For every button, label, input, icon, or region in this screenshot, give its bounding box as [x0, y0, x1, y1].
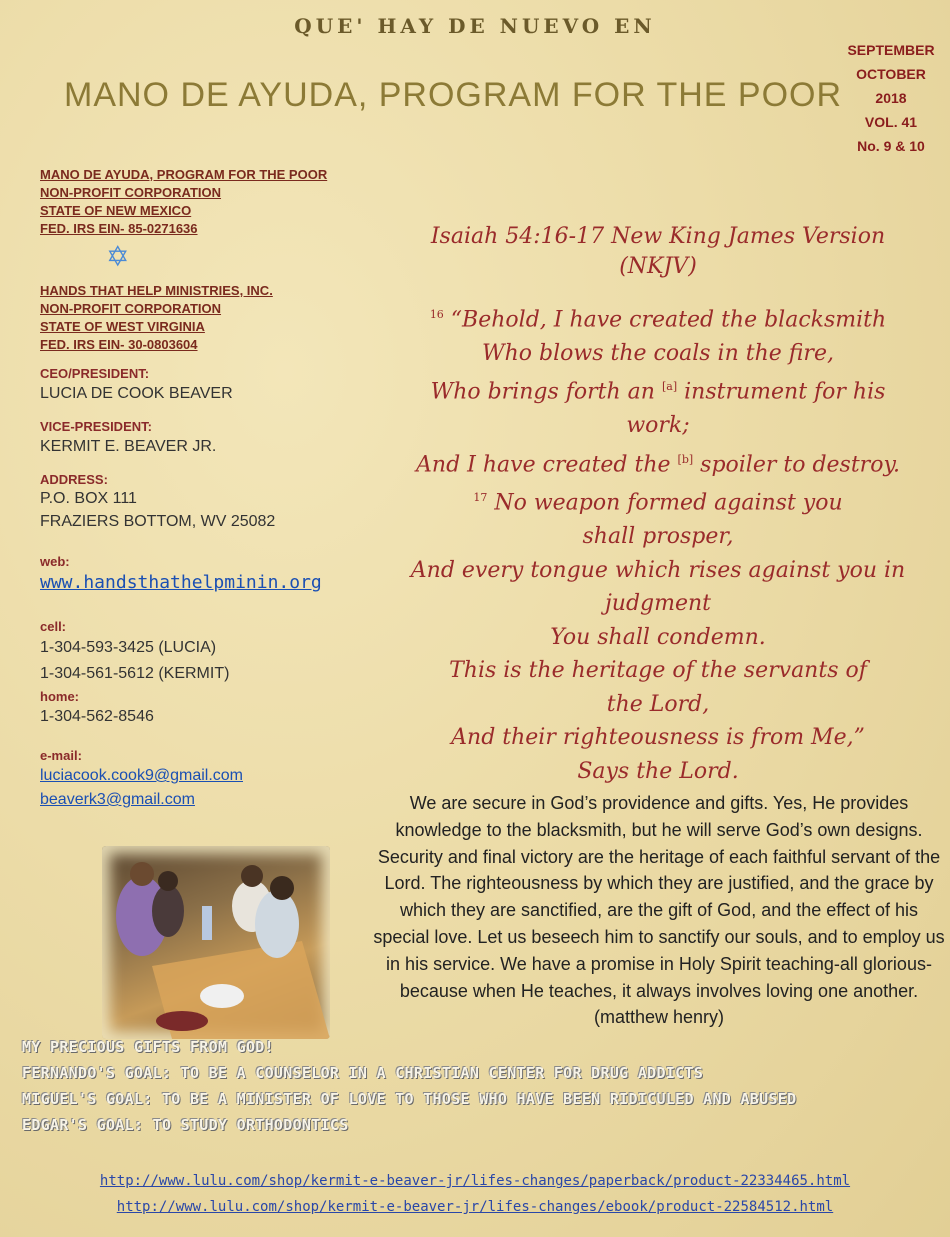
org1-line: FED. IRS EIN- 85-0271636 — [40, 221, 198, 236]
org-info-mano-de-ayuda — [40, 166, 327, 238]
paperback-link[interactable]: http://www.lulu.com/shop/kermit-e-beaver-jr/lifes-changes/paperback/product-22334465.html — [99, 1173, 851, 1189]
website-link[interactable]: www.handsthathelpminin.org — [40, 572, 322, 593]
scripture-passage — [378, 222, 938, 788]
vp-name: KERMIT E. BEAVER JR. — [40, 438, 217, 455]
goal-edgar: EDGAR'S GOAL: TO STUDY ORTHODONTICS — [22, 1116, 349, 1134]
org-info-hands-that-help — [40, 282, 273, 354]
goal-miguel: MIGUEL'S GOAL: TO BE A MINISTER OF LOVE TO THOSE WHO HAVE BEEN RIDICULED AND ABUSED — [22, 1090, 797, 1108]
cell-lucia: 1-304-593-3425 (LUCIA) — [40, 639, 217, 656]
address-label: ADDRESS: — [40, 472, 108, 487]
scripture-text — [378, 298, 938, 788]
cell-kermit: 1-304-561-5612 (KERMIT) — [40, 665, 230, 682]
issue-year: 2018 — [875, 90, 907, 106]
org2-line: NON-PROFIT CORPORATION — [40, 301, 222, 316]
scripture-reference-line: (NKJV) — [619, 254, 697, 279]
org2-line: HANDS THAT HELP MINISTRIES, INC. — [40, 283, 273, 298]
goal-fernando: FERNANDO'S GOAL: TO BE A COUNSELOR IN A CHRISTIAN CENTER FOR DRUG ADDICTS — [22, 1064, 704, 1082]
book-links — [0, 1168, 950, 1220]
verse-line — [378, 298, 938, 337]
scripture-reference-line: Isaiah 54:16-17 New King James Version — [430, 224, 886, 249]
web-label: web: — [40, 554, 70, 569]
masthead-kicker: QUE' HAY DE NUEVO EN — [294, 14, 656, 38]
vp-label: VICE-PRESIDENT: — [40, 419, 152, 434]
star-of-david-icon: ✡ — [106, 241, 130, 272]
family-photo-illustration — [102, 846, 330, 1039]
verse-number: 17 — [473, 491, 488, 505]
verse-line: Says the Lord. — [577, 758, 739, 784]
verse-line-text: No weapon formed against you — [487, 490, 843, 516]
issue-month-2: OCTOBER — [856, 66, 926, 82]
org1-line: NON-PROFIT CORPORATION — [40, 185, 222, 200]
verse-number: 16 — [429, 308, 444, 321]
verse-line — [378, 481, 938, 520]
verse-line: You shall condemn. — [550, 624, 766, 650]
verse-line-text: Who brings forth an — [430, 379, 662, 405]
issue-volume: VOL. 41 — [864, 114, 918, 130]
goals-caption — [22, 1034, 947, 1138]
ebook-link[interactable]: http://www.lulu.com/shop/kermit-e-beaver-jr/lifes-changes/ebook/product-22584512.html — [116, 1199, 834, 1215]
cell-label: cell: — [40, 619, 67, 634]
commentary-paragraph: We are secure in God’s providence and gifts. Yes, He provides knowledge to the blacksmith, but he will serve God’s own designs. Security and final victory are the heritage of each faithful servant of the Lord. The righteousness by which they are justified, and the grace by which they are sanctified, are the gift of God, and the effect of his special love. Let us beseech him to sanctify our souls, and to employ us in his service. We have a promise in Holy Spirit teaching-all glorious-because when He teaches, it always involves loving one another. (matthew henry) — [373, 793, 945, 1028]
issue-month-1: SEPTEMBER — [847, 42, 935, 58]
newsletter-title: MANO DE AYUDA, PROGRAM FOR THE POOR — [64, 76, 843, 114]
issue-number: No. 9 & 10 — [857, 138, 925, 154]
verse-line: work; — [626, 413, 690, 439]
verse-line: And every tongue which rises against you in — [410, 557, 906, 583]
verse-line-text: instrument for his — [677, 379, 886, 405]
email-label: e-mail: — [40, 748, 82, 763]
verse-line: the Lord, — [606, 691, 710, 717]
ceo-label: CEO/PRESIDENT: — [40, 366, 150, 381]
home-phone: 1-304-562-8546 — [40, 708, 154, 725]
org1-line: STATE OF NEW MEXICO — [40, 203, 192, 218]
home-label: home: — [40, 689, 79, 704]
verse-line: And their righteousness is from Me,” — [451, 725, 865, 751]
footnote-link[interactable]: [b] — [677, 452, 694, 466]
verse-line-text: spoiler to destroy. — [693, 451, 900, 477]
issue-info — [836, 38, 946, 158]
verse-line: shall prosper, — [582, 524, 734, 550]
verse-line — [378, 370, 938, 409]
verse-line — [378, 443, 938, 482]
org2-line: FED. IRS EIN- 30-0803604 — [40, 337, 198, 352]
family-photo — [102, 846, 330, 1039]
email-lucia-link[interactable]: luciacook.cook9@gmail.com — [40, 767, 243, 784]
ceo-name: LUCIA DE COOK BEAVER — [40, 385, 233, 402]
org2-line: STATE OF WEST VIRGINIA — [40, 319, 205, 334]
verse-line: This is the heritage of the servants of — [449, 658, 867, 684]
verse-line: Who blows the coals in the fire, — [482, 340, 834, 366]
goals-heading: MY PRECIOUS GIFTS FROM GOD! — [22, 1038, 274, 1056]
verse-line-text: And I have created the — [416, 451, 678, 477]
scripture-reference — [378, 222, 938, 282]
address-line-2: FRAZIERS BOTTOM, WV 25082 — [40, 513, 276, 530]
address-line-1: P.O. BOX 111 — [40, 490, 137, 507]
org1-line: MANO DE AYUDA, PROGRAM FOR THE POOR — [40, 167, 328, 182]
verse-line: judgment — [604, 591, 712, 617]
verse-line-text: “Behold, I have created the blacksmith — [443, 307, 887, 333]
footnote-link[interactable]: [a] — [661, 380, 678, 394]
email-kermit-link[interactable]: beaverk3@gmail.com — [40, 791, 195, 808]
